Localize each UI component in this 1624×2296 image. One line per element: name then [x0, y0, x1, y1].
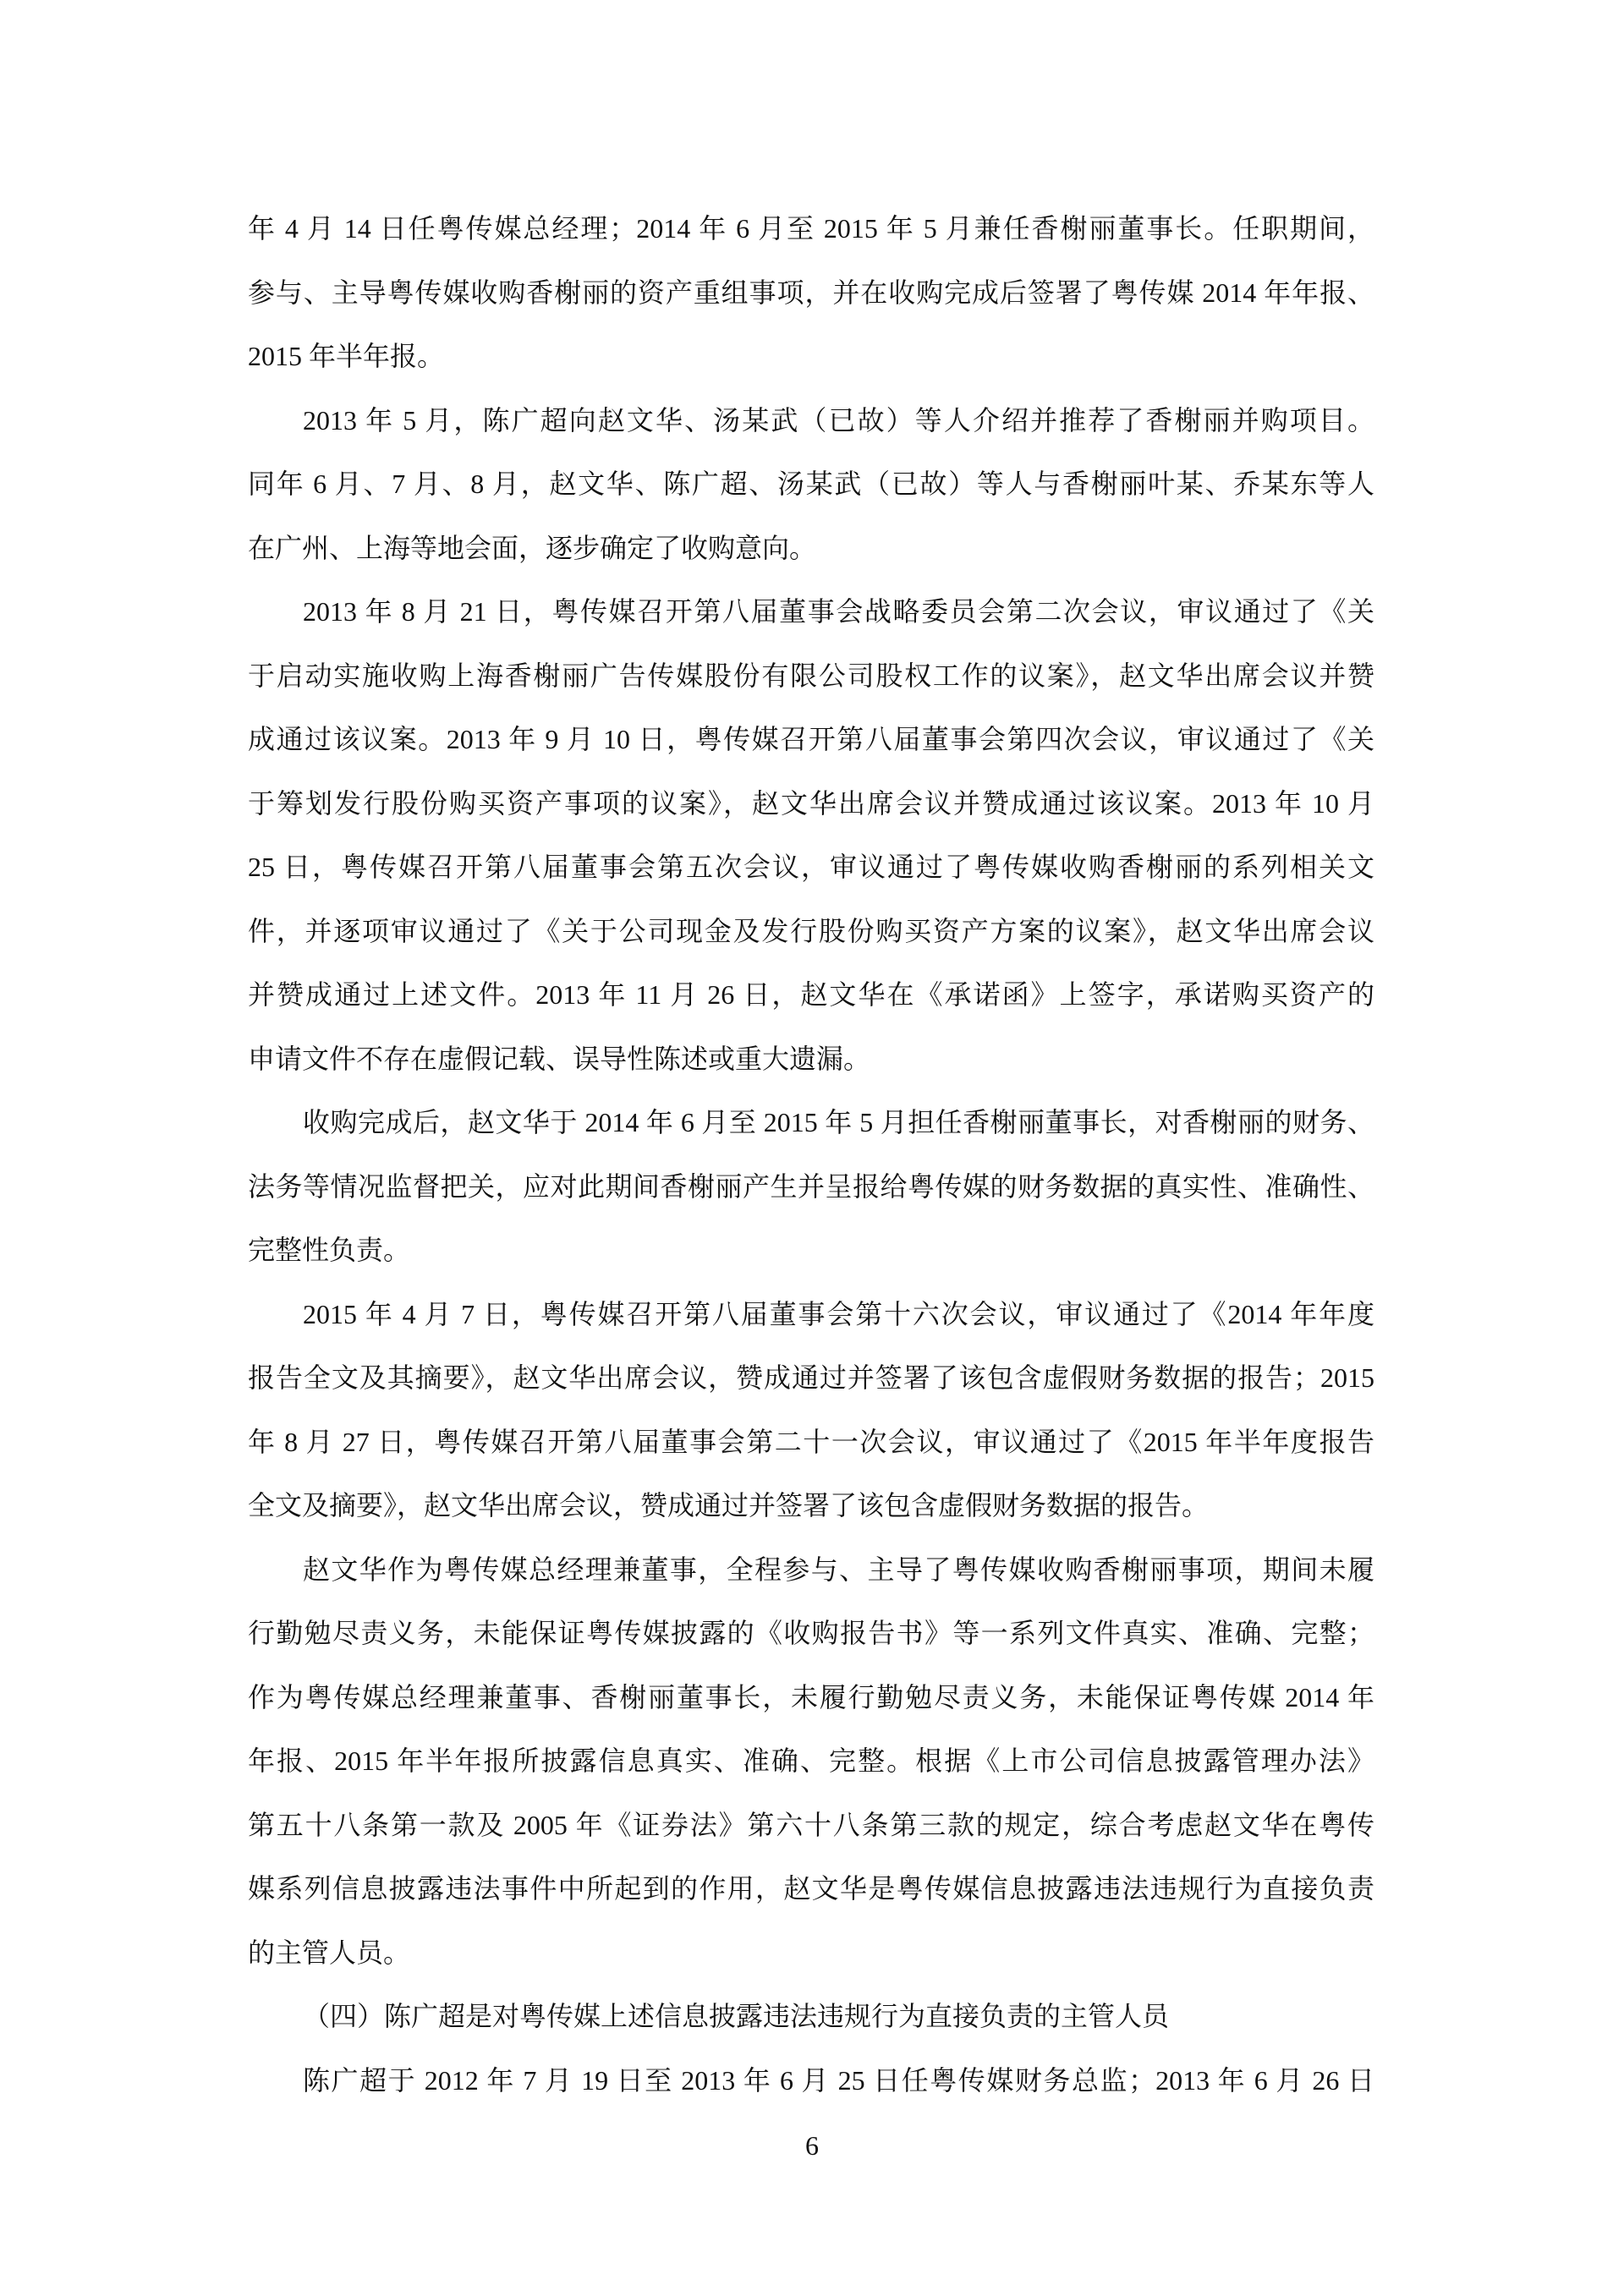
paragraph-line: 赵文华作为粤传媒总经理兼董事，全程参与、主导了粤传媒收购香榭丽事项，期间未履 [303, 1554, 1374, 1585]
paragraph-line: 收购完成后，赵文华于 2014 年 6 月至 2015 年 5 月担任香榭丽董事长，对香榭丽的财务、 [303, 1107, 1374, 1137]
section-heading: （四）陈广超是对粤传媒上述信息披露违法违规行为直接负责的主管人员 [303, 2001, 1170, 2031]
paragraph-line: 的主管人员。 [248, 1937, 411, 1968]
paragraph-line: 陈广超于 2012 年 7 月 19 日至 2013 年 6 月 25 日任粤传媒财务总监；2013 年 6 月 26 日 [303, 2065, 1374, 2096]
paragraph-line: 同年 6 月、7 月、8 月，赵文华、陈广超、汤某武（已故）等人与香榭丽叶某、乔某东等人 [248, 469, 1374, 499]
paragraph-line: 申请文件不存在虚假记载、误导性陈述或重大遗漏。 [248, 1044, 871, 1074]
paragraph-line: 并赞成通过上述文件。2013 年 11 月 26 日，赵文华在《承诺函》上签字，承诺购买资产的 [248, 979, 1374, 1010]
paragraph-line: 年 4 月 14 日任粤传媒总经理；2014 年 6 月至 2015 年 5 月兼任香榭丽董事长。任职期间， [248, 213, 1374, 244]
paragraph-line: 作为粤传媒总经理兼董事、香榭丽董事长，未履行勤勉尽责义务，未能保证粤传媒 2014 年 [248, 1682, 1374, 1712]
paragraph-line: 完整性负责。 [248, 1235, 411, 1265]
paragraph-line: 2013 年 5 月，陈广超向赵文华、汤某武（已故）等人介绍并推荐了香榭丽并购项目。 [303, 405, 1374, 436]
paragraph-line: 第五十八条第一款及 2005 年《证券法》第六十八条第三款的规定，综合考虑赵文华在粤传 [248, 1810, 1374, 1840]
paragraph-line: 全文及摘要》，赵文华出席会议，赞成通过并签署了该包含虚假财务数据的报告。 [248, 1490, 1210, 1521]
paragraph-line: 件，并逐项审议通过了《关于公司现金及发行股份购买资产方案的议案》，赵文华出席会议 [248, 916, 1374, 946]
paragraph-line: 2015 年半年报。 [248, 341, 445, 371]
paragraph-line: 参与、主导粤传媒收购香榭丽的资产重组事项，并在收购完成后签署了粤传媒 2014 年年报、 [248, 277, 1374, 308]
paragraph-line: 成通过该议案。2013 年 9 月 10 日，粤传媒召开第八届董事会第四次会议，审议通过了《关 [248, 724, 1374, 754]
paragraph-line: 于启动实施收购上海香榭丽广告传媒股份有限公司股权工作的议案》，赵文华出席会议并赞 [248, 660, 1374, 691]
paragraph-line: 年报、2015 年半年报所披露信息真实、准确、完整。根据《上市公司信息披露管理办法》 [248, 1745, 1374, 1776]
paragraph-line: 报告全文及其摘要》，赵文华出席会议，赞成通过并签署了该包含虚假财务数据的报告；2015 [248, 1362, 1374, 1393]
paragraph-line: 年 8 月 27 日，粤传媒召开第八届董事会第二十一次会议，审议通过了《2015 年半年度报告 [248, 1427, 1374, 1457]
paragraph-line: 25 日，粤传媒召开第八届董事会第五次会议，审议通过了粤传媒收购香榭丽的系列相关文 [248, 852, 1374, 882]
paragraph-line: 2015 年 4 月 7 日，粤传媒召开第八届董事会第十六次会议，审议通过了《2014 年年度 [303, 1299, 1374, 1329]
paragraph-line: 在广州、上海等地会面，逐步确定了收购意向。 [248, 533, 817, 563]
paragraph-line: 媒系列信息披露违法事件中所起到的作用，赵文华是粤传媒信息披露违法违规行为直接负责 [248, 1873, 1374, 1904]
paragraph-line: 法务等情况监督把关，应对此期间香榭丽产生并呈报给粤传媒的财务数据的真实性、准确性、 [248, 1171, 1374, 1202]
paragraph-line: 于筹划发行股份购买资产事项的议案》，赵文华出席会议并赞成通过该议案。2013 年 10 月 [248, 788, 1374, 819]
paragraph-line: 行勤勉尽责义务，未能保证粤传媒披露的《收购报告书》等一系列文件真实、准确、完整； [248, 1618, 1374, 1648]
page-number: 6 [805, 2130, 819, 2161]
paragraph-line: 2013 年 8 月 21 日，粤传媒召开第八届董事会战略委员会第二次会议，审议通过了《关 [303, 596, 1374, 627]
